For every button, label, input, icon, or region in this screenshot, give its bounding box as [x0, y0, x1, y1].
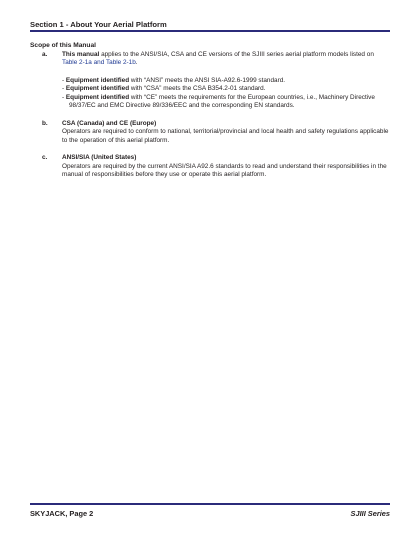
bullet-text: with “CE” meets the requirements for the European countries, i.e., Machinery Directive 98/37/EC and EMC Directive 89/336/EEC and the corresponding EN standards. [69, 93, 375, 109]
header-divider [30, 30, 390, 32]
item-a-intro [62, 51, 390, 68]
item-c-letter: c. [42, 154, 48, 161]
item-a-bullets [62, 77, 390, 111]
bullet-csa [62, 85, 390, 94]
bullet-bold: Equipment identified [65, 85, 130, 92]
item-a-intro-text: applies to the ANSI/SIA, CSA and CE versions of the SJIII series aerial platform models listed on [99, 50, 374, 58]
document-body [30, 42, 390, 189]
bullet-text: with “CSA” meets the CSA B354.2-01 standard. [129, 85, 266, 92]
item-b [30, 120, 390, 146]
item-b-letter: b. [42, 119, 48, 127]
section-header: Section 1 - About Your Aerial Platform [30, 20, 167, 29]
item-b-title: CSA (Canada) and CE (Europe) [62, 119, 157, 127]
footer-divider [30, 503, 390, 505]
bullet-text: with “ANSI” meets the ANSI SIA-A92.6-1999 standard. [129, 76, 286, 84]
bullet-dash: - [62, 76, 66, 84]
item-c-title: ANSI/SIA (United States) [62, 154, 137, 161]
item-a-intro-end: . [135, 59, 138, 66]
footer-page-label: SKYJACK, Page 2 [30, 509, 94, 518]
bullet-bold: Equipment identified [65, 76, 130, 84]
bullet-bold: Equipment identified [65, 93, 130, 101]
bullet-dash: - [62, 93, 66, 101]
bullet-ansi [62, 77, 390, 86]
item-a-bold-intro: This manual [62, 50, 100, 58]
item-a-letter: a. [42, 50, 48, 58]
item-c [30, 154, 390, 180]
bullet-dash: - [62, 85, 66, 92]
item-b-text: Operators are required to conform to national, territorial/provincial and local health and safety regulations applicable to the operation of this aerial platform. [62, 128, 389, 144]
item-a [30, 51, 390, 111]
scope-heading: Scope of this Manual [30, 42, 96, 49]
table-reference-link[interactable]: Table 2-1a and Table 2-1b [62, 59, 136, 66]
item-c-text: Operators are required by the current ANSI/SIA A92.6 standards to read and understand their responsibilities in the manual of responsibilities before they use or operate this aerial platform. [62, 162, 387, 178]
bullet-ce [62, 94, 390, 111]
footer-series-label: SJIII Series [350, 509, 390, 518]
